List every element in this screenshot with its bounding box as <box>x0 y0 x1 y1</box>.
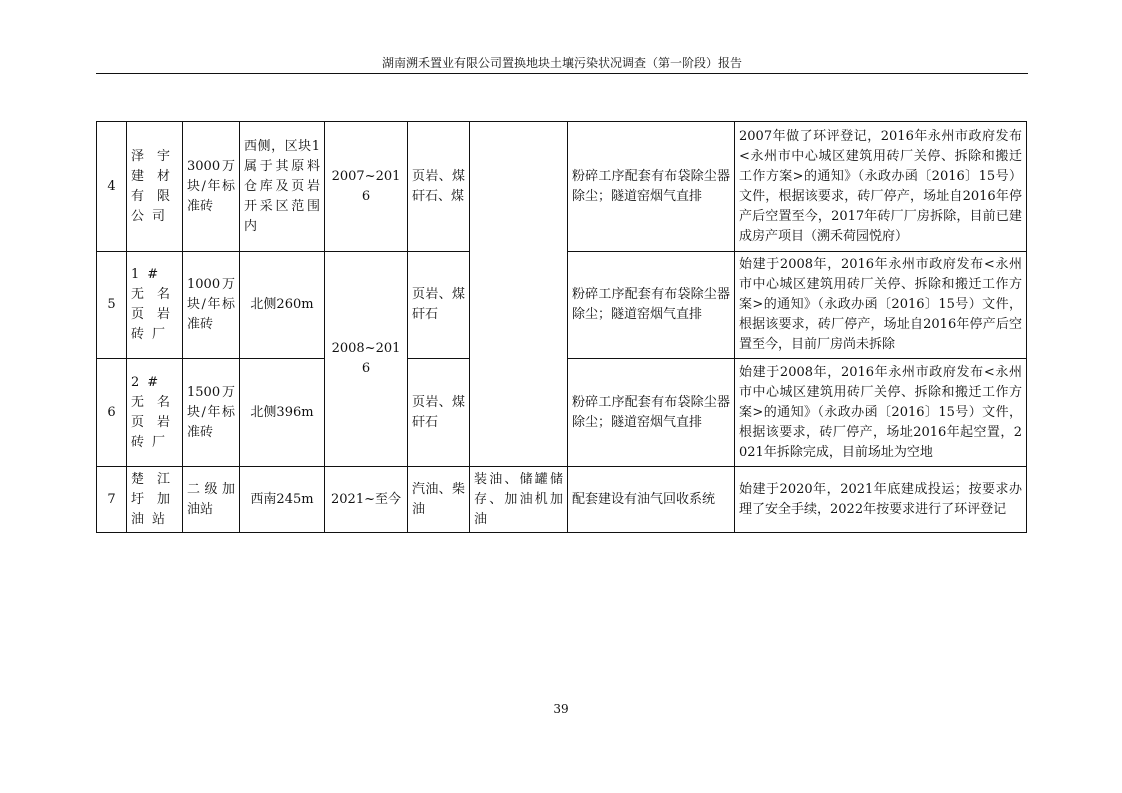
remarks: 始建于2008年，2016年永州市政府发布<永州市中心城区建筑用砖厂关停、拆除和搬迁工作方案>的通知》（永政办函〔2016〕15号）文件，根据该要求，砖厂停产，场址2016年起空置，2021年拆除完成，目前场址为空地 <box>735 359 1027 467</box>
process: 装油、储罐储存、加油机加油 <box>470 467 568 533</box>
remarks: 始建于2008年，2016年永州市政府发布<永州市中心城区建筑用砖厂关停、拆除和搬迁工作方案>的通知》（永政办函〔2016〕15号）文件，根据该要求，砖厂停产，场址自2016年停产后空置至今，目前厂房尚未拆除 <box>735 252 1027 359</box>
pollution-control: 粉碎工序配套有布袋除尘器除尘；隧道窑烟气直排 <box>568 122 735 252</box>
raw-materials: 汽油、柴油 <box>408 467 470 533</box>
production-scale: 3000万块/年标准砖 <box>183 122 240 252</box>
table-row <box>97 122 1027 252</box>
enterprise-table <box>96 121 1027 533</box>
production-scale: 1000万块/年标准砖 <box>183 252 240 359</box>
enterprise-name: 泽宇建材有限公司 <box>127 122 183 252</box>
raw-materials: 页岩、煤矸石、煤 <box>408 122 470 252</box>
pollution-control: 配套建设有油气回收系统 <box>568 467 735 533</box>
production-scale: 二级加油站 <box>183 467 240 533</box>
raw-materials: 页岩、煤矸石 <box>408 359 470 467</box>
page-header: 湖南溯禾置业有限公司置换地块土壤污染状况调查（第一阶段）报告 <box>381 56 742 70</box>
remarks: 2007年做了环评登记，2016年永州市政府发布<永州市中心城区建筑用砖厂关停、拆除和搬迁工作方案>的通知》（永政办函〔2016〕15号）文件，根据该要求，砖厂停产，场址自2016年停产后空置至今，2017年砖厂厂房拆除，目前已建成房产项目（溯禾荷园悦府） <box>735 122 1027 252</box>
location: 西南245m <box>240 467 325 533</box>
row-number: 4 <box>97 122 127 252</box>
row-number: 6 <box>97 359 127 467</box>
remarks: 始建于2020年，2021年底建成投运；按要求办理了安全手续，2022年按要求进行了环评登记 <box>735 467 1027 533</box>
enterprise-name: 1#无名页岩砖厂 <box>127 252 183 359</box>
location: 西侧，区块1属于其原料仓库及页岩开采区范围内 <box>240 122 325 252</box>
row-number: 7 <box>97 467 127 533</box>
page-number: 39 <box>553 702 569 716</box>
location: 北侧260m <box>240 252 325 359</box>
table-row <box>97 467 1027 533</box>
process-cell <box>470 122 568 467</box>
operation-period: 2021~至今 <box>325 467 408 533</box>
location: 北侧396m <box>240 359 325 467</box>
enterprise-name: 楚江圩加油站 <box>127 467 183 533</box>
raw-materials: 页岩、煤矸石 <box>408 252 470 359</box>
operation-period: 2008~2016 <box>325 252 408 467</box>
pollution-control: 粉碎工序配套有布袋除尘器除尘；隧道窑烟气直排 <box>568 252 735 359</box>
pollution-control: 粉碎工序配套有布袋除尘器除尘；隧道窑烟气直排 <box>568 359 735 467</box>
enterprise-name: 2#无名页岩砖厂 <box>127 359 183 467</box>
production-scale: 1500万块/年标准砖 <box>183 359 240 467</box>
header-divider <box>96 73 1028 74</box>
row-number: 5 <box>97 252 127 359</box>
operation-period: 2007~2016 <box>325 122 408 252</box>
